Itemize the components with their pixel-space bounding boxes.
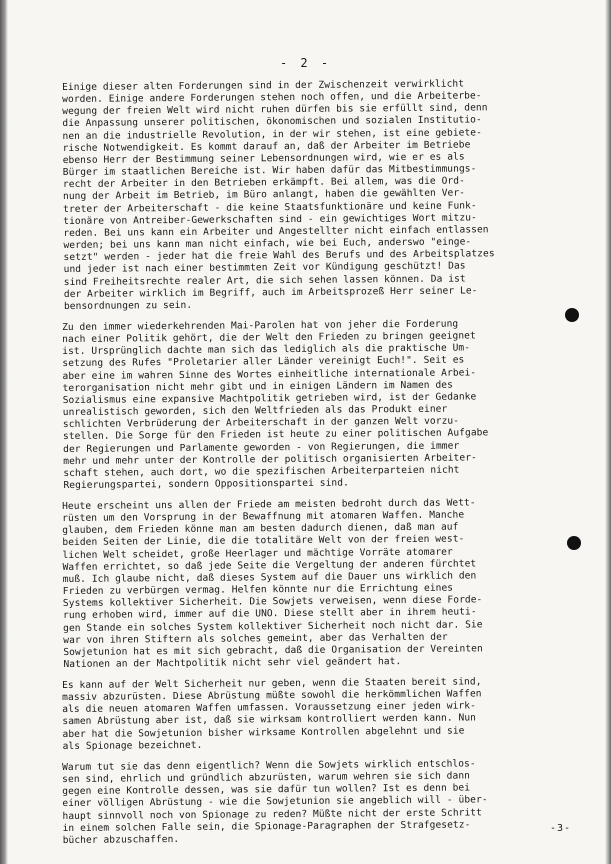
text-line: als die neuen atomaren Waffen umfassen. Voraussetzung einer jeden wirk- [62, 701, 476, 716]
text-line: bensordnungen zu sein. [63, 299, 193, 312]
text-line: sen sind, ehrlich und gründlich abzurüsten, warum wehren sie sich dann [62, 770, 471, 786]
text-line: wegung der freien Welt wird nicht ruhen dürfen bis sie erfüllt sind, denn [62, 102, 488, 118]
text-line: massiv abzurüsten. Diese Abrüstung müßte sowohl die herkömmlichen Waffen [62, 688, 482, 704]
text-line: Waffen errichtet, so daß jede Seite die Vergeltung der anderen fürchtet [62, 558, 477, 573]
scan-shadow-left [0, 0, 8, 864]
text-line: unrealistisch geworden, sich den Weltfrieden als das Produkt einer [62, 403, 448, 419]
text-line: haupt sinnvoll noch von Spionage zu reden? Müßte nicht der erste Schritt [62, 807, 482, 822]
text-line: mehr und mehr unter der Kontrolle der politisch organisierten Arbeiter- [63, 452, 477, 467]
text-line: war von ihren Stiftern als solches gemeint, aber das Verhalten der [63, 631, 448, 646]
text-line: Warum tut sie das denn eigentlich? Wenn die Sowjets wirklich entschlos- [62, 758, 476, 774]
page-number: - 2 - [279, 56, 332, 70]
paragraph [62, 758, 578, 848]
text-line: Zu den immer wiederkehrenden Mai-Parolen hat von jeher die Forderung [62, 318, 459, 333]
text-line: stellen. Die Sorge für den Frieden ist heute zu einer politischen Aufgabe [62, 427, 489, 443]
text-line: worden. Einige andere Forderungen stehen noch offen, und die Arbeiterbe- [62, 90, 482, 106]
text-line: nen an die industrielle Revolution, in der wir stehen, ist eine gebiete- [62, 126, 482, 142]
text-line: Bürger im staatlichen Bereiche ist. Wir haben dafür das Mitbestimmungs- [62, 163, 477, 179]
text-line: glauben, dem Frieden könne man am besten dadurch dienen, daß man auf [62, 522, 459, 537]
text-line: tionäre von Antreiber-Gewerkschaften sind - ein gewichtiges Wort mitzu- [63, 212, 477, 227]
text-line: Regierungspartei, sondern Oppositionspartei sind. [63, 477, 349, 491]
text-line: aber eine im wahren Sinne des Wortes einheitliche internationale Arbei- [62, 366, 477, 382]
punch-hole-mark [567, 536, 581, 550]
text-line: beiden Seiten der Linie, die die totalitäre Welt von der freien west- [62, 534, 465, 549]
paragraph [62, 78, 579, 313]
text-line: nach einer Politik gehört, die der Welt den Frieden zu bringen geeignet [62, 330, 476, 346]
body-text [62, 78, 577, 856]
text-line: lichen Welt scheidet, große Heerlager und mächtige Vorräte atomarer [62, 546, 453, 561]
text-line: rung erhoben wird, immer auf die UNO. Diese stellt aber in ihrem heuti- [62, 606, 477, 622]
text-line: rüsten um den Vorsprung in der Bewaffnung mit atomaren Waffen. Manche [62, 509, 465, 525]
text-line: recht der Arbeiter in den Betrieben erkämpft. Bei allem, was die Ord- [62, 175, 465, 191]
text-line: Systems kollektiver Sicherheit. Die Sowjets verweisen, wenn diese Forde- [62, 594, 483, 610]
text-line: treter der Arbeiterschaft - die keine Staatsfunktionäre und keine Funk- [63, 199, 477, 215]
next-page-marker: -3- [549, 823, 571, 834]
text-line: in einem solchen Falle sein, die Spionage-Paragraphen der Strafgesetz- [62, 819, 471, 835]
scan-shadow-right [605, 0, 611, 864]
text-line: setzt" werden - jeder hat die freie Wahl des Berufs und des Arbeitsplatzes [63, 248, 495, 264]
text-line: gen Stande ein solches System kollektiver Sicherheit noch nicht dar. Sie [63, 619, 483, 634]
text-line: gegen eine Kontrolle dessen, was sie dafür tun wollen? Ist es denn bei [62, 783, 471, 798]
paragraph [62, 497, 578, 672]
text-line: schaft stehen, auch dort, wo die spezifischen Arbeiterparteien nicht [63, 464, 460, 479]
text-line: Einige dieser alten Forderungen sind in der Zwischenzeit verwirklicht [62, 78, 465, 93]
text-line: einer völligen Abrüstung - wie die Sowjetunion sie angeblich will - über- [62, 795, 488, 810]
text-line: der Regierungen und Parlamente geworden - von Regierungen, die immer [63, 440, 460, 455]
text-line: samen Abrüstung aber ist, daß sie wirksam kontrolliert werden kann. Nun [62, 713, 477, 728]
text-line: bücher abzuschaffen. [62, 834, 180, 847]
punch-hole-mark [565, 308, 579, 322]
text-line: Nationen an der Machtpolitik nicht sehr viel geändert hat. [63, 656, 402, 671]
text-line: sind Freiheitsrechte realer Art, die sich sehen lassen können. Da ist [63, 272, 466, 288]
text-line: die Anpassung unserer politischen, ökonomischen und sozialen Institutio- [62, 114, 482, 130]
text-line: nung der Arbeit im Betrieb, im Büro anlangt, haben die gewählten Ver- [62, 187, 466, 203]
text-line: setzung des Rufes "Proletarier aller Länder vereinigt Euch!". Seit es [62, 354, 465, 370]
text-line: werden; bei uns kann man nicht einfach, wie bei Euch, anderswo "einge- [63, 236, 472, 252]
text-line: der Arbeiter wirklich im Begriff, auch im Arbeitsprozeß Herr seiner Le- [63, 285, 478, 300]
text-line: rische Notwendigkeit. Es kommt darauf an, daß der Arbeiter im Betriebe [62, 139, 471, 154]
text-line: Sowjetunion hat es mit sich gebracht, daß die Organisation der Vereinten [63, 643, 483, 659]
paragraph [62, 317, 578, 492]
text-line: ist. Ursprünglich dachte man sich das lediglich als die praktische Um- [62, 342, 471, 358]
text-line: aber hat die Sowjetunion bisher wirksame Kontrollen abgelehnt und sie [62, 725, 465, 740]
text-line: Frieden zu verbürgen vermag. Helfen könnte nur die Errichtung eines [62, 582, 454, 598]
text-line: schlichten Verbrüderung der Arbeiterschaft in der ganzen Welt vorzu- [62, 415, 460, 431]
text-line: reden. Bei uns kann ein Arbeiter und Angestellter nicht einfach entlassen [63, 224, 489, 239]
text-line: Heute erscheint uns allen der Friede am meisten bedroht durch das Wett- [62, 497, 476, 513]
text-line: Sozialismus eine expansive Machtpolitik getrieben wird, ist der Gedanke [62, 391, 477, 406]
text-line: muß. Ich glaube nicht, daß dieses System auf die Dauer uns wirklich den [62, 570, 477, 586]
text-line: Es kann auf der Welt Sicherheit nur geben, wenn die Staaten bereit sind, [62, 676, 482, 692]
text-line: terorganisation nicht mehr gibt und in einigen Ländern im Namen des [62, 379, 453, 394]
text-line: ebenso Herr der Bestimmung seiner Lebensordnungen wird, wie er es als [62, 151, 465, 166]
text-line: und jeder ist nach einer bestimmten Zeit vor Kündigung geschützt! Das [63, 260, 466, 276]
paragraph [62, 676, 578, 753]
text-line: als Spionage bezeichnet. [62, 739, 203, 753]
